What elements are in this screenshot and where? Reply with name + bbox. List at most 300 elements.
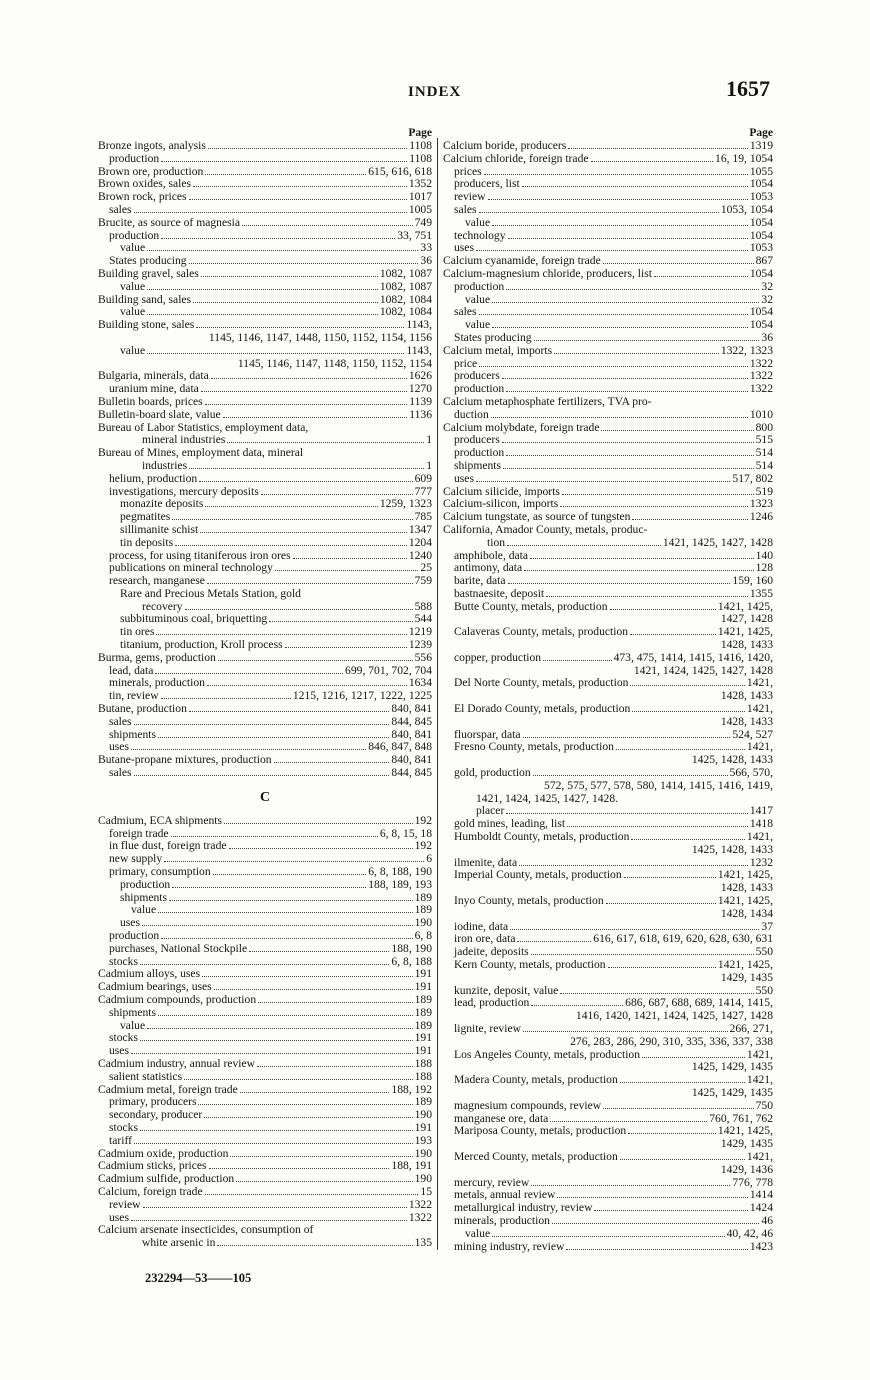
index-entry — [443, 1113, 773, 1126]
entry-term: tin deposits — [120, 536, 174, 549]
entry-page-refs: 1425, 1428, 1433 — [691, 843, 773, 856]
entry-term: Del Norte County, metals, production — [454, 677, 629, 690]
dot-leader — [184, 1079, 413, 1080]
index-entry — [98, 1020, 432, 1033]
index-entry — [443, 767, 773, 780]
index-entry — [443, 831, 773, 844]
entry-page-refs: 1143, — [406, 319, 432, 332]
index-entry — [98, 1007, 432, 1020]
index-entry — [443, 332, 773, 345]
dot-leader — [147, 353, 404, 354]
dot-leader — [169, 900, 413, 901]
entry-page-refs: 6, 8, 188, 190 — [368, 866, 432, 879]
dot-leader — [492, 302, 759, 303]
entry-page-refs: 266, 271, — [729, 1022, 773, 1035]
index-entry — [98, 319, 432, 332]
dot-leader — [560, 993, 753, 994]
index-entry — [98, 652, 432, 665]
entry-page-refs: 189 — [414, 1096, 432, 1109]
entry-page-refs: 1322 — [408, 1211, 432, 1224]
entry-term: production — [109, 229, 160, 242]
entry-term: Madera County, metals, production — [454, 1074, 618, 1087]
dot-leader — [196, 327, 404, 328]
entry-page-refs: 1421, 1425, — [717, 1125, 773, 1138]
index-entry — [443, 921, 773, 934]
entry-term: Calcium boride, producers — [443, 140, 567, 152]
entry-page-refs: 1054 — [749, 178, 773, 191]
entry-page-refs: 36 — [761, 331, 773, 344]
entry-page-refs: 1005 — [408, 203, 432, 216]
entry-page-refs: 276, 283, 286, 290, 310, 335, 336, 337, 338 — [570, 1035, 773, 1048]
entry-term: ilmenite, data — [454, 856, 518, 869]
entry-term: salient statistics — [109, 1070, 183, 1083]
index-entry — [443, 230, 773, 243]
index-entry-continuation — [443, 780, 773, 793]
entry-term: Merced County, metals, production — [454, 1150, 618, 1163]
index-entry — [443, 1228, 773, 1241]
index-entry — [443, 255, 773, 268]
index-entry — [443, 703, 773, 716]
entry-page-refs: 191 — [414, 1045, 432, 1058]
dot-leader — [562, 494, 754, 495]
index-entry — [443, 741, 773, 754]
entry-page-refs: 1240 — [408, 549, 432, 562]
index-entry — [443, 166, 773, 179]
entry-page-refs: 1323 — [749, 498, 773, 511]
dot-leader — [240, 1092, 390, 1093]
dot-leader — [567, 826, 748, 827]
index-entry — [98, 345, 432, 358]
index-entry-continuation — [443, 882, 773, 895]
index-entry-continuation — [443, 639, 773, 652]
index-entry — [443, 550, 773, 563]
index-entry — [98, 498, 432, 511]
entry-term: Calcium cyanamide, foreign trade — [443, 255, 601, 268]
entry-term: sillimanite schist — [120, 523, 199, 536]
dot-leader — [158, 1015, 413, 1016]
index-entry — [98, 729, 432, 742]
entry-page-refs: 1416, 1420, 1421, 1424, 1425, 1427, 1428 — [575, 1010, 773, 1023]
dot-leader — [632, 519, 747, 520]
entry-term: technology — [454, 229, 506, 242]
dot-leader — [491, 417, 748, 418]
dot-leader — [249, 951, 389, 952]
entry-term: States producing — [454, 331, 532, 344]
entry-page-refs: 572, 575, 577, 578, 580, 1414, 1415, 1416, 1419, — [544, 779, 773, 792]
index-entry — [98, 396, 432, 409]
index-entry — [98, 1135, 432, 1148]
dot-leader — [134, 1143, 413, 1144]
index-entry — [98, 511, 432, 524]
entry-term: gold mines, leading, list — [454, 818, 566, 831]
entry-page-refs: 844, 845 — [391, 767, 432, 780]
entry-term: primary, producers — [109, 1096, 197, 1109]
dot-leader — [492, 225, 748, 226]
index-entry — [98, 268, 432, 281]
dot-leader — [213, 874, 367, 875]
dot-leader — [217, 1245, 412, 1246]
dot-leader — [258, 1002, 412, 1003]
entry-term: Humboldt County, metals, production — [454, 831, 630, 844]
dot-leader — [594, 1210, 747, 1211]
entry-page-refs: 1626 — [408, 370, 432, 383]
index-entry — [443, 396, 773, 409]
dot-leader — [557, 1197, 747, 1198]
entry-page-refs: 191 — [414, 981, 432, 994]
dot-leader — [198, 1104, 412, 1105]
entry-term: antimony, data — [454, 562, 523, 575]
entry-term: placer — [476, 805, 505, 818]
dot-leader — [134, 212, 407, 213]
entry-term: producers — [454, 370, 500, 383]
entry-page-refs: 840, 841 — [391, 728, 432, 741]
entry-page-refs: 1429, 1435 — [720, 971, 773, 984]
index-entry — [98, 601, 432, 614]
entry-page-refs: 550 — [755, 984, 773, 997]
dot-leader — [161, 938, 412, 939]
entry-page-refs: 699, 701, 702, 704 — [345, 664, 432, 677]
entry-term: stocks — [109, 1121, 138, 1134]
page-number: 1657 — [726, 76, 770, 101]
index-entry — [98, 1032, 432, 1045]
entry-page-refs: 840, 841 — [391, 754, 432, 767]
index-entry-continuation — [443, 1010, 773, 1023]
column-page-heading: Page — [408, 127, 432, 139]
index-entry — [98, 166, 432, 179]
entry-page-refs: 1322 — [749, 357, 773, 370]
entry-page-refs: 1053 — [749, 242, 773, 255]
index-entry — [98, 716, 432, 729]
entry-page-refs: 1421, — [746, 703, 773, 716]
dot-leader — [175, 545, 407, 546]
dot-leader — [205, 1194, 419, 1195]
entry-page-refs: 1139 — [409, 395, 432, 408]
dot-leader — [227, 442, 424, 443]
entry-page-refs: 1082, 1087 — [379, 267, 432, 280]
entry-term: bastnaesite, deposit — [454, 587, 545, 600]
entry-page-refs: 616, 617, 618, 619, 620, 628, 630, 631 — [593, 933, 773, 946]
entry-term: uses — [109, 741, 129, 754]
index-entry — [443, 383, 773, 396]
entry-page-refs: 1145, 1146, 1147, 1148, 1150, 1152, 1154 — [237, 357, 432, 370]
entry-term: Calcium tungstate, as source of tungsten — [443, 511, 631, 524]
entry-page-refs: 16, 19, 1054 — [715, 152, 773, 165]
entry-page-refs: 1082, 1087 — [379, 280, 432, 293]
entry-term: iron ore, data — [454, 933, 516, 946]
index-entry — [98, 767, 432, 780]
dot-leader — [189, 468, 424, 469]
dot-leader — [158, 912, 413, 913]
dot-leader — [630, 685, 744, 686]
dot-leader — [223, 417, 408, 418]
index-entry — [443, 409, 773, 422]
dot-leader — [616, 749, 745, 750]
dot-leader — [488, 199, 748, 200]
index-entry — [443, 1100, 773, 1113]
index-entry — [443, 153, 773, 166]
dot-leader — [523, 737, 731, 738]
entry-page-refs: 1421, — [746, 741, 773, 754]
index-entry — [443, 294, 773, 307]
entry-page-refs: 191 — [414, 1121, 432, 1134]
entry-term: sales — [454, 203, 477, 216]
entry-page-refs: 1219 — [408, 626, 432, 639]
entry-page-refs: 846, 847, 848 — [368, 741, 432, 754]
index-entry — [98, 613, 432, 626]
entry-term: uses — [454, 472, 474, 485]
index-entry — [443, 447, 773, 460]
entry-page-refs: 1055 — [749, 165, 773, 178]
entry-page-refs: 190 — [414, 1147, 432, 1160]
entry-term: lead, production — [454, 997, 530, 1010]
entry-page-refs: 1054 — [749, 216, 773, 229]
entry-page-refs: 544 — [414, 613, 432, 626]
index-entry — [98, 1122, 432, 1135]
index-entry — [98, 1109, 432, 1122]
dot-leader — [502, 378, 748, 379]
entry-term: duction — [454, 408, 489, 421]
dot-leader — [224, 823, 413, 824]
dot-leader — [211, 378, 407, 379]
index-entry — [443, 1125, 773, 1138]
index-entry — [443, 575, 773, 588]
dot-leader — [492, 1236, 725, 1237]
entry-term: Imperial County, metals, production — [454, 869, 622, 882]
entry-page-refs: 749 — [414, 216, 432, 229]
index-entry — [443, 985, 773, 998]
entry-page-refs: 1423 — [749, 1240, 773, 1253]
entry-term: sales — [109, 715, 132, 728]
index-entry-continuation — [98, 358, 432, 371]
entry-term: value — [465, 1227, 491, 1240]
dot-leader — [606, 903, 716, 904]
index-entry — [443, 652, 773, 665]
dot-leader — [293, 558, 407, 559]
entry-term: States producing — [109, 255, 187, 268]
dot-leader — [205, 174, 366, 175]
index-entry — [98, 230, 432, 243]
entry-term: stocks — [109, 955, 138, 968]
index-entry — [443, 793, 773, 806]
index-entry — [98, 892, 432, 905]
dot-leader — [479, 366, 748, 367]
dot-leader — [189, 711, 390, 712]
dot-leader — [274, 762, 390, 763]
entry-term: Cadmium compounds, production — [98, 994, 257, 1006]
dot-leader — [508, 238, 748, 239]
dot-leader — [506, 813, 747, 814]
dot-leader — [546, 596, 748, 597]
entry-term: secondary, producer — [109, 1109, 203, 1122]
entry-term: stocks — [109, 1032, 138, 1045]
dot-leader — [156, 634, 406, 635]
index-entry — [443, 946, 773, 959]
index-entry — [443, 460, 773, 473]
dot-leader — [507, 545, 661, 546]
dot-leader — [506, 455, 753, 456]
entry-page-refs: 1347 — [408, 523, 432, 536]
dot-leader — [510, 929, 759, 930]
entry-term: in flue dust, foreign trade — [109, 840, 227, 853]
entry-term: primary, consumption — [109, 866, 211, 879]
index-entry — [98, 1096, 432, 1109]
entry-term: gold, production — [454, 767, 531, 780]
dot-leader — [257, 1066, 413, 1067]
entry-page-refs: 191 — [414, 1032, 432, 1045]
entry-term: mercury, review — [454, 1176, 530, 1189]
index-entry — [98, 1237, 432, 1250]
entry-page-refs: 1010 — [749, 408, 773, 421]
dot-leader — [200, 532, 407, 533]
dot-leader — [193, 186, 407, 187]
index-entry-continuation — [443, 754, 773, 767]
dot-leader — [502, 442, 754, 443]
entry-term: sales — [454, 306, 477, 319]
dot-leader — [131, 1220, 407, 1221]
entry-term: Calcium arsenate insecticides, consumption of — [98, 1224, 314, 1237]
dot-leader — [531, 1005, 623, 1006]
entry-term: Bulgaria, minerals, data — [98, 370, 209, 383]
index-entry — [443, 140, 773, 153]
dot-leader — [533, 775, 728, 776]
entry-term: titanium, production, Kroll process — [120, 639, 283, 652]
index-entry — [98, 639, 432, 652]
entry-page-refs: 128 — [755, 562, 773, 575]
entry-term: uses — [109, 1045, 129, 1058]
entry-term: Building sand, sales — [98, 293, 192, 306]
index-entry — [98, 1148, 432, 1161]
entry-term: Bulletin boards, prices — [98, 395, 203, 408]
entry-page-refs: 1108 — [409, 152, 432, 165]
entry-term: Bulletin-board slate, value — [98, 408, 221, 421]
column-divider — [437, 138, 438, 1250]
entry-term: white arsenic in — [142, 1237, 216, 1250]
entry-term: review — [454, 191, 486, 204]
dot-leader — [205, 404, 408, 405]
entry-page-refs: 1428, 1433 — [720, 715, 773, 728]
dot-leader — [603, 263, 754, 264]
dot-leader — [201, 391, 407, 392]
dot-leader — [506, 391, 748, 392]
index-entry — [98, 460, 432, 473]
index-entry — [98, 370, 432, 383]
dot-leader — [506, 289, 759, 290]
entry-page-refs: 1 — [426, 434, 432, 447]
entry-term: uranium mine, data — [109, 383, 199, 396]
index-entry — [443, 805, 773, 818]
entry-term: lead, data — [109, 664, 154, 677]
entry-page-refs: 1424 — [749, 1202, 773, 1215]
index-entry — [98, 242, 432, 255]
entry-term: Calcium-magnesium chloride, producers, list — [443, 267, 652, 280]
entry-page-refs: 1421, 1425, 1427, 1428 — [662, 536, 773, 549]
index-entry — [98, 815, 432, 828]
entry-term: El Dorado County, metals, production — [454, 703, 631, 716]
index-entry — [98, 1212, 432, 1225]
index-entry — [443, 204, 773, 217]
entry-page-refs: 514 — [755, 447, 773, 460]
index-entry — [98, 306, 432, 319]
index-entry — [98, 904, 432, 917]
entry-term: iodine, data — [454, 920, 509, 933]
entry-term: Cadmium bearings, uses — [98, 981, 212, 994]
index-entry — [98, 626, 432, 639]
entry-page-refs: 1428, 1434 — [720, 907, 773, 920]
entry-page-refs: 1270 — [408, 383, 432, 396]
dot-leader — [531, 954, 754, 955]
entry-page-refs: 776, 778 — [732, 1176, 773, 1189]
dot-leader — [140, 1040, 413, 1041]
entry-page-refs: 189 — [414, 891, 432, 904]
index-entry — [98, 879, 432, 892]
entry-page-refs: 1355 — [749, 587, 773, 600]
index-entry — [443, 217, 773, 230]
index-entry — [98, 178, 432, 191]
entry-page-refs: 1421, 1424, 1425, 1427, 1428 — [633, 664, 773, 677]
index-entry — [98, 524, 432, 537]
entry-term: research, manganese — [109, 575, 205, 588]
dot-leader — [285, 647, 407, 648]
entry-term: production — [454, 383, 505, 396]
entry-page-refs: 519 — [755, 485, 773, 498]
entry-page-refs: 515 — [755, 434, 773, 447]
entry-page-refs: 1259, 1323 — [379, 498, 432, 511]
entry-page-refs: 514 — [755, 459, 773, 472]
entry-page-refs: 15 — [420, 1185, 432, 1198]
entry-page-refs: 190 — [414, 1109, 432, 1122]
entry-term: production — [454, 447, 505, 460]
entry-term: price — [454, 357, 478, 370]
entry-page-refs: 750 — [755, 1099, 773, 1112]
index-entry — [443, 729, 773, 742]
index-entry — [98, 562, 432, 575]
entry-term: Inyo County, metals, production — [454, 895, 604, 908]
dot-leader — [214, 989, 413, 990]
entry-page-refs: 1352 — [408, 178, 432, 191]
dot-leader — [530, 558, 754, 559]
entry-term: shipments — [109, 1006, 157, 1019]
entry-page-refs: 840, 841 — [391, 703, 432, 716]
entry-page-refs: 588 — [414, 600, 432, 613]
entry-page-refs: 759 — [414, 575, 432, 588]
entry-term: Cadmium sticks, prices — [98, 1160, 207, 1173]
index-entry — [98, 930, 432, 943]
dot-leader — [207, 583, 413, 584]
entry-term: Butane-propane mixtures, production — [98, 754, 272, 767]
entry-page-refs: 1143, — [406, 344, 432, 357]
entry-page-refs: 1053 — [749, 191, 773, 204]
entry-term: production — [109, 152, 160, 165]
dot-leader — [524, 570, 753, 571]
dot-leader — [566, 1249, 747, 1250]
entry-page-refs: 1204 — [408, 536, 432, 549]
index-entry — [443, 959, 773, 972]
entry-term: Calcium chloride, foreign trade — [443, 152, 589, 165]
entry-page-refs: 25 — [420, 562, 432, 575]
entry-term: value — [120, 344, 146, 357]
entry-page-refs: 609 — [414, 472, 432, 485]
entry-term: Kern County, metals, production — [454, 959, 606, 971]
index-entry — [98, 1084, 432, 1097]
dot-leader — [534, 340, 760, 341]
entry-term: Fresno County, metals, production — [454, 741, 614, 754]
entry-page-refs: 6, 8 — [414, 930, 432, 943]
dot-leader — [142, 925, 413, 926]
entry-page-refs: 1418 — [749, 818, 773, 831]
entry-term: Cadmium, ECA shipments — [98, 814, 222, 827]
dot-leader — [269, 621, 412, 622]
entry-term: Bureau of Labor Statistics, employment data, — [98, 421, 309, 434]
